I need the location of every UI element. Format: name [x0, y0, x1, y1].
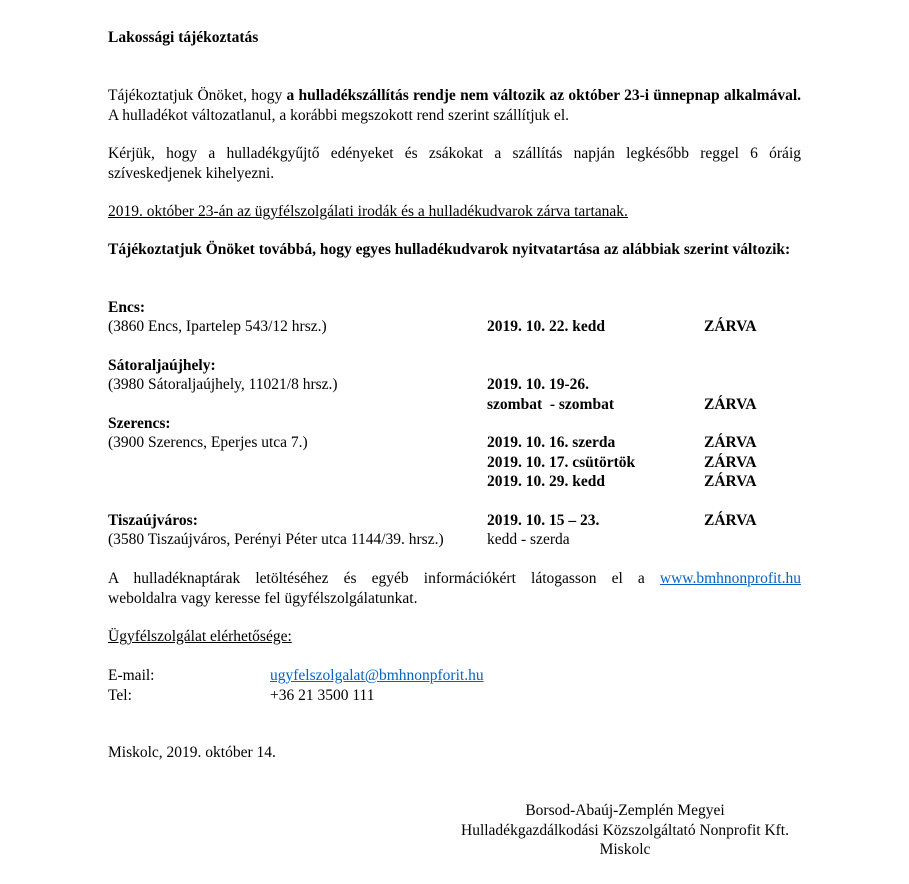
signature-line-3: Miskolc — [599, 841, 651, 858]
site-address-satoraljaujhely: (3980 Sátoraljaújhely, 11021/8 hrsz.) — [108, 376, 338, 393]
site-date-szerencs-3: 2019. 10. 29. kedd — [487, 473, 605, 490]
intro-paragraph-1 — [108, 86, 801, 126]
intro-paragraph-4: Tájékoztatjuk Önöket továbbá, hogy egyes hulladékudvarok nyitvatartása az alábbiak szerint változik: — [108, 241, 791, 258]
tel-value: +36 21 3500 111 — [270, 687, 375, 704]
signature-line-2: Hulladékgazdálkodási Közszolgáltató Nonprofit Kft. — [461, 821, 789, 839]
intro-p1-start: Tájékoztatjuk Önöket, hogy — [108, 87, 287, 104]
email-label: E-mail: — [108, 667, 155, 684]
document-title: Lakossági tájékoztatás — [108, 29, 259, 46]
info-paragraph-line2: weboldalra vagy keresse fel ügyfélszolgálatunkat. — [108, 590, 418, 607]
email-link[interactable]: ugyfelszolgalat@bmhnonpforit.hu — [270, 667, 484, 684]
site-name-szerencs: Szerencs: — [108, 415, 171, 432]
site-address-encs: (3860 Encs, Ipartelep 543/12 hrsz.) — [108, 318, 327, 335]
site-status-szerencs-1: ZÁRVA — [704, 434, 757, 451]
place-date: Miskolc, 2019. október 14. — [108, 744, 276, 761]
site-status-szerencs-2: ZÁRVA — [704, 454, 757, 471]
site-name-satoraljaujhely: Sátoraljaújhely: — [108, 357, 216, 374]
contact-heading: Ügyfélszolgálat elérhetősége: — [108, 628, 292, 645]
site-status-szerencs-3: ZÁRVA — [704, 473, 757, 490]
site-date-satoraljaujhely: 2019. 10. 19-26. — [487, 376, 590, 393]
intro-paragraph-2: Kérjük, hogy a hulladékgyűjtő edényeket és zsákokat a szállítás napján legkésőbb reggel 6 óráig szíveskedjenek kihelyezni. — [108, 145, 801, 182]
signature-line-1: Borsod-Abaúj-Zemplén Megyei — [525, 802, 725, 819]
signature-block — [420, 801, 830, 860]
site-date2-satoraljaujhely: szombat - szombat — [487, 396, 614, 413]
site-status-satoraljaujhely: ZÁRVA — [704, 396, 757, 413]
site-name-encs: Encs: — [108, 299, 146, 316]
info-paragraph-line1 — [108, 569, 801, 589]
site-name-tiszaujvaros: Tiszaújváros: — [108, 512, 198, 529]
intro-p1-end: A hulladékot változatlanul, a korábbi megszokott rend szerint szállítjuk el. — [108, 107, 569, 124]
site-status-tiszaujvaros: ZÁRVA — [704, 512, 757, 529]
tel-label: Tel: — [108, 687, 132, 704]
site-date-tiszaujvaros: 2019. 10. 15 – 23. — [487, 512, 600, 529]
site-address-tiszaujvaros: (3580 Tiszaújváros, Perényi Péter utca 1144/39. hrsz.) — [108, 531, 444, 548]
site-address-szerencs: (3900 Szerencs, Eperjes utca 7.) — [108, 434, 308, 451]
site-date-szerencs-1: 2019. 10. 16. szerda — [487, 434, 616, 451]
site-date-encs: 2019. 10. 22. kedd — [487, 318, 605, 335]
site-status-encs: ZÁRVA — [704, 318, 757, 335]
intro-p1-bold: a hulladékszállítás rendje nem változik az október 23-i ünnepnap alkalmával. — [286, 87, 801, 104]
closure-notice: 2019. október 23-án az ügyfélszolgálati irodák és a hulladékudvarok zárva tartanak. — [108, 203, 628, 220]
site-date-szerencs-2: 2019. 10. 17. csütörtök — [487, 454, 636, 471]
website-link[interactable]: www.bmhnonprofit.hu — [659, 570, 801, 587]
site-date2-tiszaujvaros: kedd - szerda — [487, 531, 570, 548]
info-text: A hulladéknaptárak letöltéséhez és egyéb információkért látogasson el a — [108, 570, 660, 587]
